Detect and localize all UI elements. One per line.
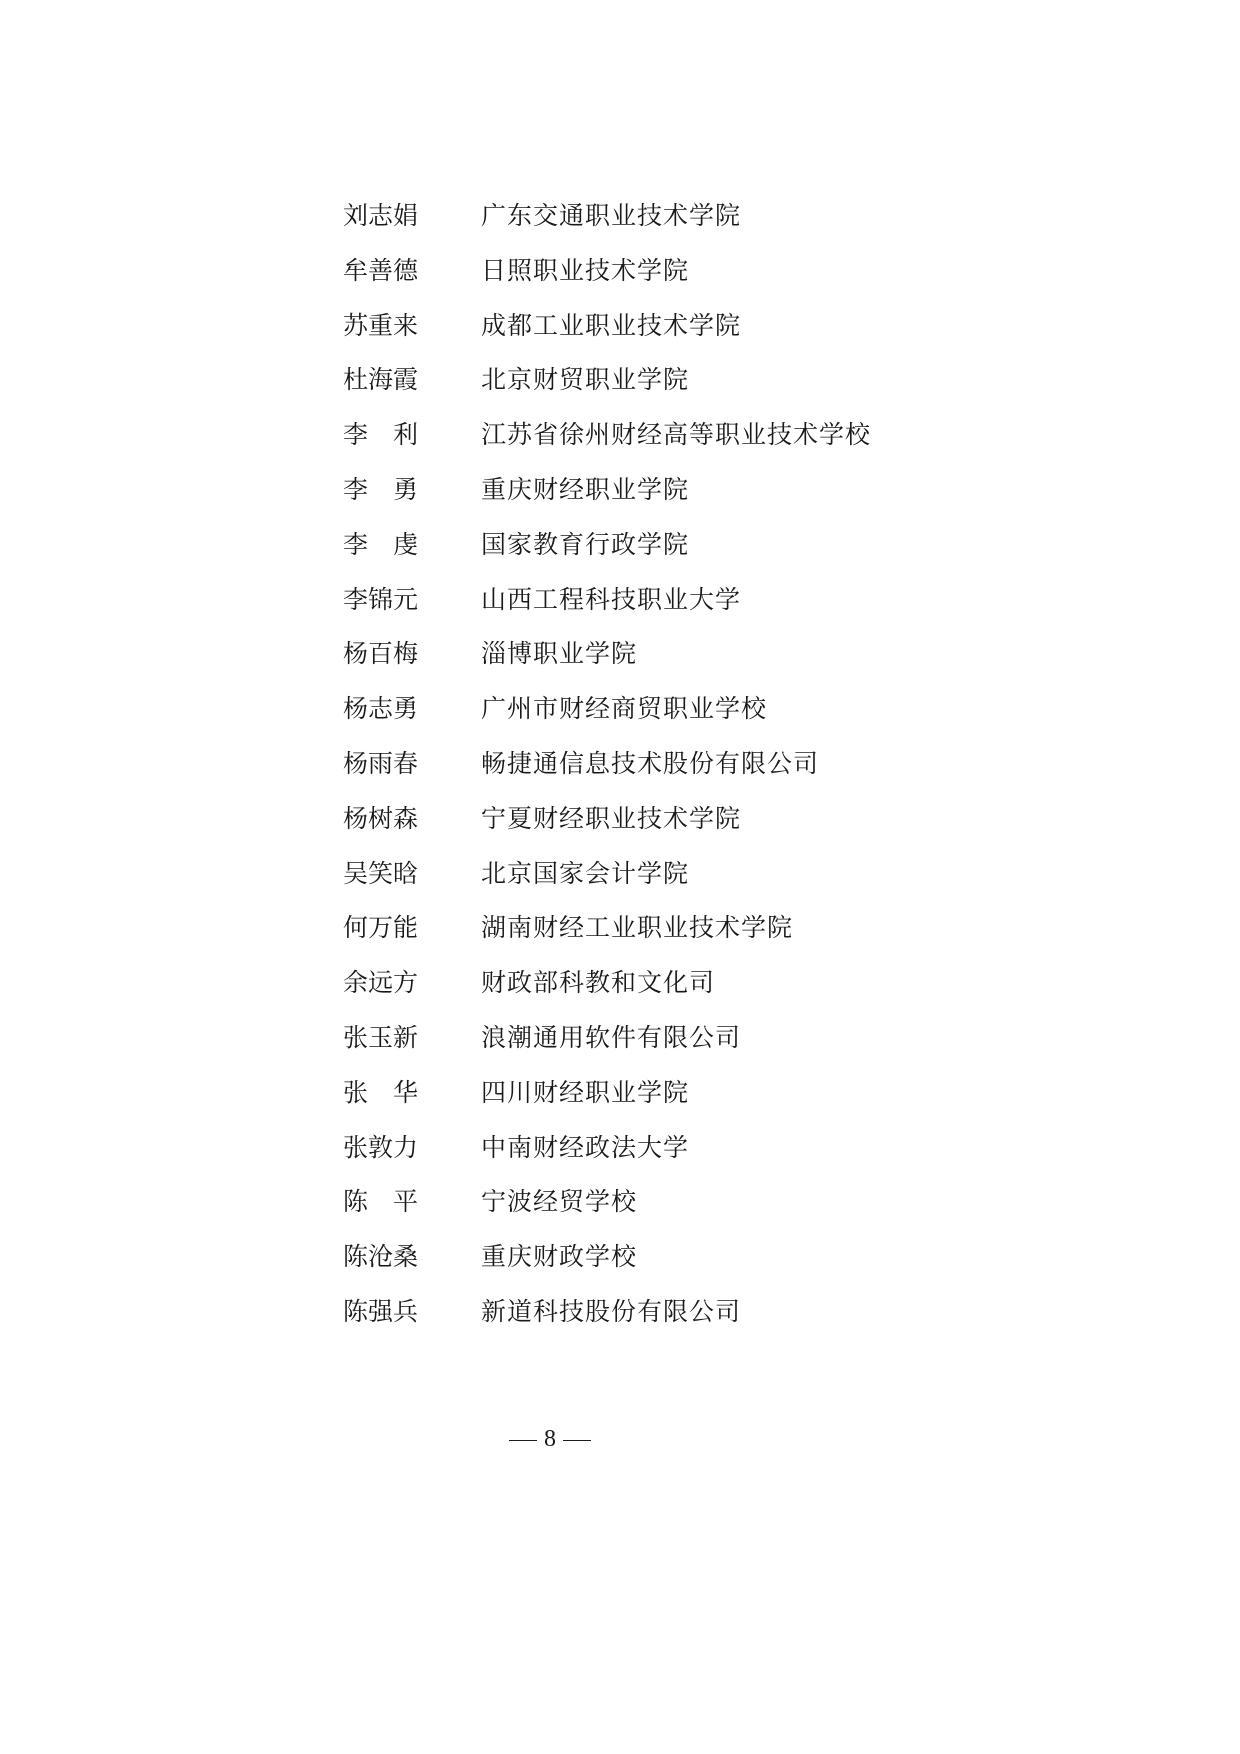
list-item (0, 1072, 1100, 1127)
member-organization: 宁波经贸学校 (481, 1187, 638, 1217)
member-name: 李利 (343, 420, 444, 450)
member-name: 杨志勇 (343, 694, 419, 724)
list-item (0, 1017, 1100, 1072)
member-organization: 江苏省徐州财经高等职业技术学校 (481, 420, 872, 450)
member-organization: 淄博职业学院 (481, 639, 638, 669)
list-item (0, 579, 1100, 634)
list-item (0, 1236, 1100, 1291)
member-organization: 北京国家会计学院 (481, 858, 690, 888)
member-organization: 浪潮通用软件有限公司 (481, 1022, 742, 1052)
member-organization: 国家教育行政学院 (481, 529, 690, 559)
member-name: 张华 (343, 1077, 444, 1107)
list-item (0, 195, 1100, 250)
member-list (0, 195, 1100, 1346)
member-organization: 广东交通职业技术学院 (481, 201, 742, 230)
list-item (0, 743, 1100, 798)
list-item (0, 1127, 1100, 1182)
member-organization: 四川财经职业学院 (481, 1077, 690, 1107)
member-organization: 中南财经政法大学 (481, 1132, 690, 1162)
member-name: 苏重来 (343, 310, 419, 340)
page-number: 8 (544, 1426, 556, 1452)
member-name: 杨百梅 (343, 639, 419, 669)
member-name: 陈沧桑 (343, 1242, 419, 1272)
member-organization: 重庆财政学校 (481, 1242, 638, 1272)
member-name: 张敦力 (343, 1132, 419, 1162)
list-item (0, 853, 1100, 908)
member-organization: 北京财贸职业学院 (481, 365, 690, 395)
member-name: 李虔 (343, 529, 444, 559)
list-item (0, 359, 1100, 414)
member-organization: 成都工业职业技术学院 (481, 310, 742, 340)
member-name: 杜海霞 (343, 365, 419, 395)
member-organization: 新道科技股份有限公司 (481, 1296, 742, 1326)
list-item (0, 250, 1100, 305)
list-item (0, 414, 1100, 469)
member-organization: 山西工程科技职业大学 (481, 584, 742, 614)
list-item (0, 1181, 1100, 1236)
member-name: 陈平 (343, 1187, 444, 1217)
member-organization: 湖南财经工业职业技术学院 (481, 913, 794, 943)
member-organization: 重庆财经职业学院 (481, 474, 690, 504)
member-name: 吴笑晗 (343, 858, 419, 888)
member-organization: 日照职业技术学院 (481, 255, 690, 285)
list-item (0, 305, 1100, 360)
member-name: 杨雨春 (343, 748, 419, 778)
member-organization: 宁夏财经职业技术学院 (481, 803, 742, 833)
member-name: 何万能 (343, 913, 419, 943)
page-footer (0, 1424, 1100, 1454)
list-item (0, 907, 1100, 962)
left-dash-rule (509, 1440, 537, 1441)
right-dash-rule (563, 1440, 591, 1441)
member-organization: 财政部科教和文化司 (481, 968, 716, 998)
member-name: 陈强兵 (343, 1296, 419, 1326)
list-item (0, 524, 1100, 579)
member-name: 杨树森 (343, 803, 419, 833)
member-name: 刘志娟 (343, 201, 419, 230)
list-item (0, 688, 1100, 743)
list-item (0, 962, 1100, 1017)
member-name: 李勇 (343, 474, 444, 504)
member-name: 余远方 (343, 968, 419, 998)
list-item (0, 633, 1100, 688)
member-organization: 广州市财经商贸职业学校 (481, 694, 768, 724)
member-organization: 畅捷通信息技术股份有限公司 (481, 748, 820, 778)
list-item (0, 1291, 1100, 1346)
list-item (0, 798, 1100, 853)
list-item (0, 469, 1100, 524)
member-name: 张玉新 (343, 1022, 419, 1052)
member-name: 牟善德 (343, 255, 419, 285)
member-name: 李锦元 (343, 584, 419, 614)
